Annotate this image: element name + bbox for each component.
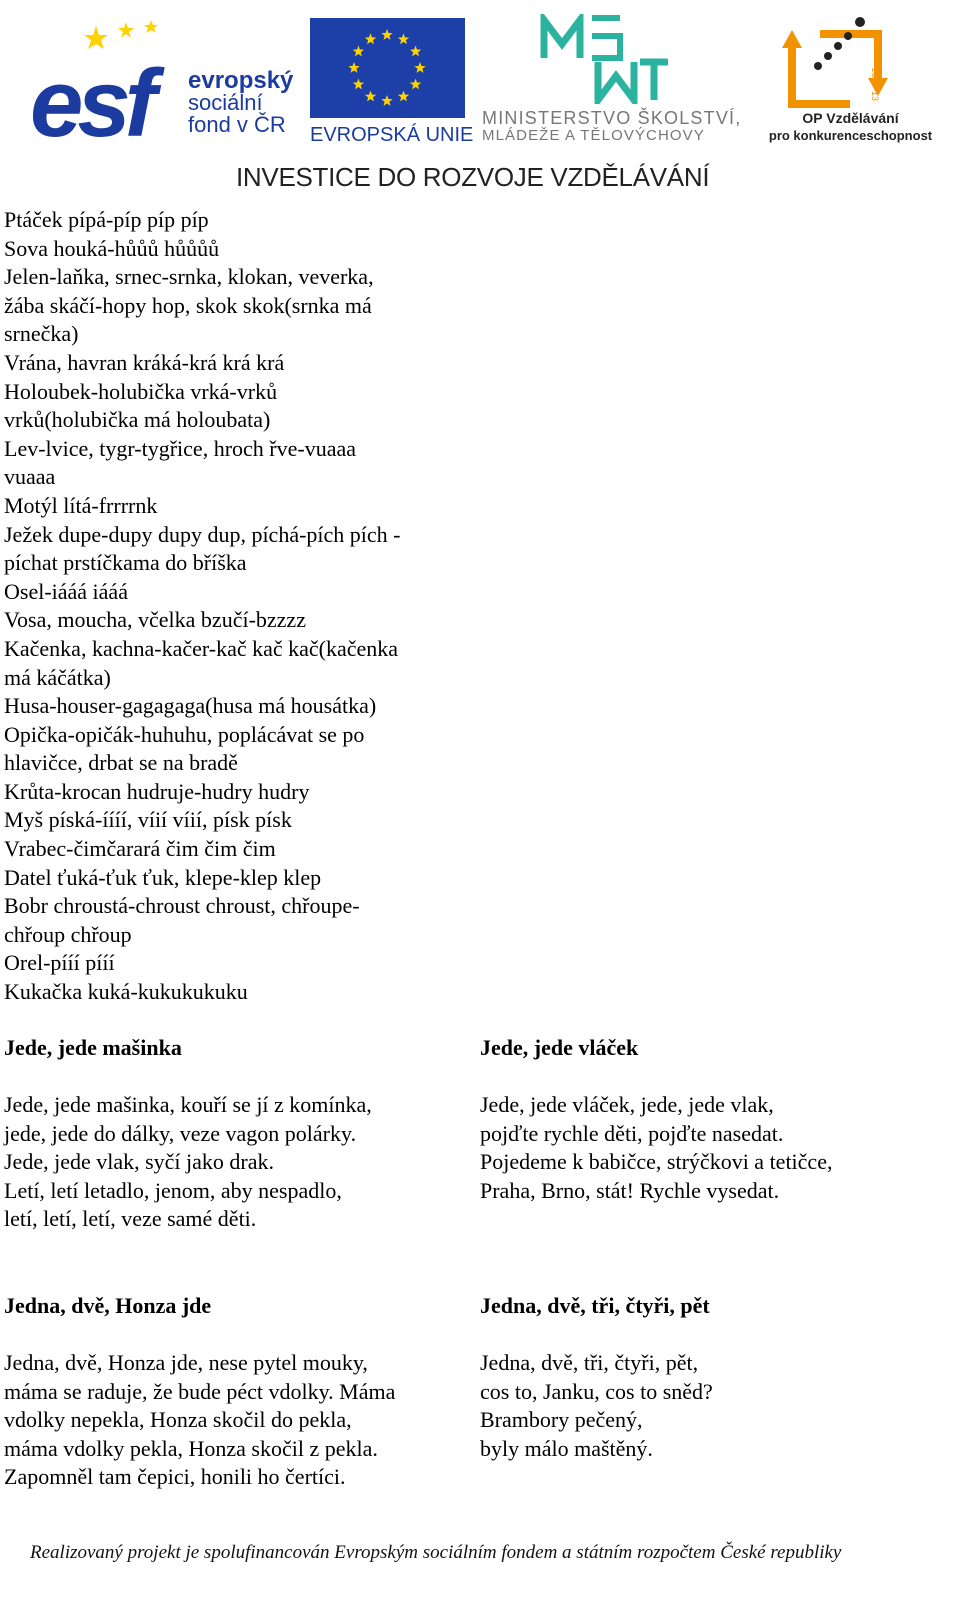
text-line: Vrána, havran kráká-krá krá krá	[4, 349, 285, 375]
eu-logo	[310, 18, 474, 148]
text-line: Pojedeme k babičce, strýčkovi a tetičce,	[480, 1149, 833, 1175]
text-line: letí, letí, letí, veze samé děti.	[4, 1206, 257, 1232]
op-logo	[758, 14, 943, 149]
rhyme-jede-masinka	[4, 1034, 464, 1234]
eu-star-icon	[381, 95, 392, 106]
eu-star-icon	[414, 62, 425, 73]
text-line: Kukačka kuká-kukukukuku	[4, 979, 248, 1005]
text-line: Holoubek-holubička vrká-vrků	[4, 378, 278, 404]
text-line: Jedna, dvě, tři, čtyři, pět,	[480, 1350, 699, 1375]
eu-star-icon	[353, 46, 364, 57]
esf-name	[188, 67, 294, 137]
rhyme-title: Jede, jede vláček	[480, 1035, 639, 1060]
text-line: Husa-houser-gagagaga(husa má housátka)	[4, 693, 377, 719]
rhyme-jedna-dve-tri	[480, 1292, 940, 1463]
text-line: máma vdolky pekla, Honza skočil z pekla.	[4, 1435, 378, 1461]
rhyme-title: Jede, jede mašinka	[4, 1035, 182, 1060]
eu-star-icon	[365, 33, 376, 44]
esf-line1: evropský	[188, 67, 294, 94]
text-line: Kačenka, kachna-kačer-kač kač kač(kačenka	[4, 635, 399, 661]
text-line: pojďte rychle děti, pojďte nasedat.	[480, 1120, 784, 1146]
text-line: byly málo maštěný.	[480, 1435, 653, 1461]
text-line: Bobr chroustá-chroust chroust, chřoupe-	[4, 893, 360, 919]
text-line: Jede, jede vláček, jede, jede vlak,	[480, 1092, 774, 1117]
footer-note: Realizovaný projekt je spolufinancován Evropským sociálním fondem a státním rozpočtem České republiky	[30, 1542, 842, 1563]
msmt-line2: MLÁDEŽE A TĚLOVÝCHOVY	[482, 127, 705, 144]
text-line: Brambory pečený,	[480, 1407, 643, 1433]
text-line: Krůta-krocan hudruje-hudry hudry	[4, 778, 310, 804]
text-line: píchat prstíčkama do bříška	[4, 550, 247, 576]
text-line: Opička-opičák-huhuhu, poplácávat se po	[4, 721, 365, 747]
msmt-mark-icon	[540, 14, 670, 104]
esf-logo	[30, 18, 300, 157]
rhyme-lines	[4, 1091, 464, 1234]
text-line: Jede, jede mašinka, kouří se jí z komínka,	[4, 1092, 372, 1117]
rhyme-title: Jedna, dvě, tři, čtyři, pět	[480, 1293, 710, 1318]
op-name	[758, 110, 943, 144]
eu-star-icon	[398, 33, 409, 44]
eu-star-icon	[410, 79, 421, 90]
text-line: Vrabec-čimčarará čim čim čim	[4, 836, 276, 862]
eu-star-icon	[365, 91, 376, 102]
text-line: Sova houká-hůůů hůůůů	[4, 235, 220, 261]
text-line: jede, jede do dálky, veze vagon polárky.	[4, 1120, 357, 1146]
text-line: Osel-iááá iááá	[4, 578, 128, 604]
text-line: Orel-pííí pííí	[4, 950, 115, 976]
text-line: Jede, jede vlak, syčí jako drak.	[4, 1149, 275, 1175]
esf-line3: fond v ČR	[188, 112, 286, 137]
text-line: Zapomněl tam čepici, honili ho čertíci.	[4, 1464, 346, 1490]
text-line: cos to, Janku, cos to sněd?	[480, 1378, 713, 1404]
text-line: Datel ťuká-ťuk ťuk, klepe-klep klep	[4, 864, 322, 890]
text-line: Praha, Brno, stát! Rychle vysedat.	[480, 1177, 780, 1203]
text-line: hlavičce, drbat se na bradě	[4, 750, 238, 776]
text-line: žába skáčí-hopy hop, skok skok(srnka má	[4, 292, 372, 318]
eu-star-icon	[410, 46, 421, 57]
msmt-name	[482, 110, 741, 144]
rhyme-lines	[480, 1091, 940, 1205]
rhyme-title: Jedna, dvě, Honza jde	[4, 1293, 212, 1318]
eu-flag-icon	[310, 18, 465, 118]
rhyme-lines	[480, 1349, 940, 1463]
op-mark-icon	[780, 16, 890, 108]
text-line: vdolky nepekla, Honza skočil do pekla,	[4, 1407, 352, 1433]
text-line: Ptáček pípá-píp píp píp	[4, 207, 209, 232]
eu-label: EVROPSKÁ UNIE	[310, 124, 474, 146]
text-line: Ježek dupe-dupy dupy dup, píchá-pích pích -	[4, 521, 401, 547]
text-line: máma se raduje, že bude péct vdolky. Máma	[4, 1378, 396, 1404]
header-logos	[0, 0, 960, 205]
text-line: Myš píská-íííí, víií víií, písk písk	[4, 807, 292, 833]
text-line: vrků(holubička má holoubata)	[4, 407, 271, 433]
op-line2: pro konkurenceschopnost	[768, 128, 933, 143]
text-line: Jedna, dvě, Honza jde, nese pytel mouky,	[4, 1350, 368, 1375]
rhyme-lines	[4, 1349, 464, 1492]
text-line: Vosa, moucha, včelka bzučí-bzzzz	[4, 607, 306, 633]
tagline: INVESTICE DO ROZVOJE VZDĚLÁVÁNÍ	[236, 162, 710, 192]
esf-abbr: esf	[30, 50, 151, 157]
op-years: 2007-13	[870, 68, 880, 102]
eu-star-icon	[353, 79, 364, 90]
op-line1: OP Vzdělávání	[802, 110, 899, 126]
esf-line2: sociální	[188, 90, 263, 115]
eu-star-icon	[348, 62, 359, 73]
text-line: vuaaa	[4, 464, 56, 490]
eu-star-icon	[381, 29, 392, 40]
text-line: má káčátka)	[4, 664, 111, 690]
text-line: Motýl lítá-frrrrnk	[4, 492, 158, 518]
text-line: Lev-lvice, tygr-tygřice, hroch řve-vuaaa	[4, 435, 356, 461]
msmt-logo	[478, 14, 748, 149]
rhyme-honza-jde	[4, 1292, 464, 1492]
text-line: Jelen-laňka, srnec-srnka, klokan, veverka,	[4, 264, 374, 290]
text-line: chřoup chřoup	[4, 921, 132, 947]
msmt-line1: MINISTERSTVO ŠKOLSTVÍ,	[482, 108, 742, 128]
eu-star-icon	[398, 91, 409, 102]
animal-sounds-list	[4, 206, 401, 1007]
text-line: Letí, letí letadlo, jenom, aby nespadlo,	[4, 1177, 342, 1203]
rhyme-jede-vlacek	[480, 1034, 940, 1205]
text-line: srnečka)	[4, 321, 79, 347]
